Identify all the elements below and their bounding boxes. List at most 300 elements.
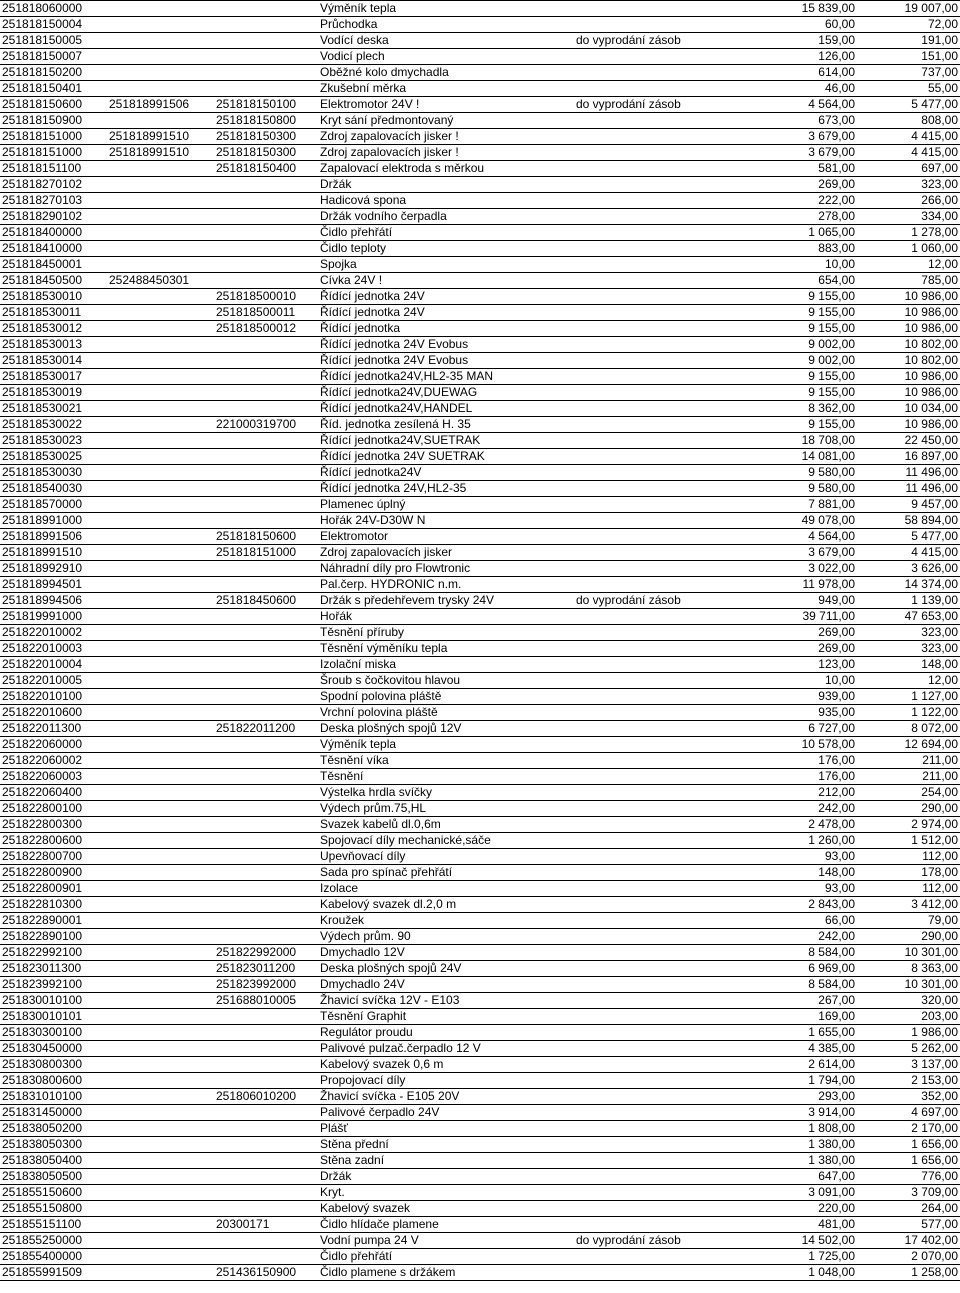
old-part-number bbox=[107, 257, 214, 273]
part-number: 251855150800 bbox=[0, 1201, 107, 1217]
table-row bbox=[0, 385, 960, 401]
description: Spojka bbox=[318, 257, 574, 273]
part-number: 251838050200 bbox=[0, 1121, 107, 1137]
price-excl-vat: 949,00 bbox=[762, 593, 857, 609]
table-row bbox=[0, 561, 960, 577]
part-number: 251822060000 bbox=[0, 737, 107, 753]
old-part-number bbox=[107, 1057, 214, 1073]
table-row bbox=[0, 81, 960, 97]
price-excl-vat: 581,00 bbox=[762, 161, 857, 177]
table-row bbox=[0, 289, 960, 305]
description: Výměník tepla bbox=[318, 1, 574, 17]
stock-note bbox=[574, 1105, 762, 1121]
price-incl-vat: 16 897,00 bbox=[857, 449, 960, 465]
price-excl-vat: 93,00 bbox=[762, 881, 857, 897]
old-part-number bbox=[107, 1137, 214, 1153]
replacement-part-number bbox=[214, 609, 318, 625]
price-incl-vat: 1 986,00 bbox=[857, 1025, 960, 1041]
price-excl-vat: 3 679,00 bbox=[762, 545, 857, 561]
table-row bbox=[0, 145, 960, 161]
price-excl-vat: 1 065,00 bbox=[762, 225, 857, 241]
stock-note bbox=[574, 481, 762, 497]
description: Vrchní polovina pláště bbox=[318, 705, 574, 721]
table-row bbox=[0, 337, 960, 353]
description: Výdech prům.75,HL bbox=[318, 801, 574, 817]
price-incl-vat: 10 301,00 bbox=[857, 945, 960, 961]
description: Kroužek bbox=[318, 913, 574, 929]
stock-note bbox=[574, 209, 762, 225]
price-excl-vat: 647,00 bbox=[762, 1169, 857, 1185]
description: Těsnění příruby bbox=[318, 625, 574, 641]
table-row bbox=[0, 961, 960, 977]
stock-note bbox=[574, 769, 762, 785]
old-part-number bbox=[107, 801, 214, 817]
replacement-part-number bbox=[214, 1073, 318, 1089]
stock-note bbox=[574, 497, 762, 513]
replacement-part-number: 251818500010 bbox=[214, 289, 318, 305]
price-excl-vat: 222,00 bbox=[762, 193, 857, 209]
part-number: 251818270103 bbox=[0, 193, 107, 209]
table-row bbox=[0, 721, 960, 737]
stock-note bbox=[574, 1185, 762, 1201]
part-number: 251855250000 bbox=[0, 1233, 107, 1249]
price-incl-vat: 8 072,00 bbox=[857, 721, 960, 737]
old-part-number bbox=[107, 737, 214, 753]
old-part-number bbox=[107, 641, 214, 657]
price-incl-vat: 1 278,00 bbox=[857, 225, 960, 241]
price-incl-vat: 8 363,00 bbox=[857, 961, 960, 977]
price-incl-vat: 2 070,00 bbox=[857, 1249, 960, 1265]
description: Stěna přední bbox=[318, 1137, 574, 1153]
table-row bbox=[0, 865, 960, 881]
table-row bbox=[0, 689, 960, 705]
price-excl-vat: 269,00 bbox=[762, 177, 857, 193]
part-number: 251818991510 bbox=[0, 545, 107, 561]
table-row bbox=[0, 625, 960, 641]
part-number: 251822810300 bbox=[0, 897, 107, 913]
stock-note bbox=[574, 1137, 762, 1153]
price-incl-vat: 12,00 bbox=[857, 673, 960, 689]
old-part-number bbox=[107, 833, 214, 849]
part-number: 251822010002 bbox=[0, 625, 107, 641]
price-incl-vat: 1 060,00 bbox=[857, 241, 960, 257]
price-incl-vat: 10 301,00 bbox=[857, 977, 960, 993]
old-part-number bbox=[107, 193, 214, 209]
table-row bbox=[0, 849, 960, 865]
description: Říd. jednotka zesílená H. 35 bbox=[318, 417, 574, 433]
price-incl-vat: 9 457,00 bbox=[857, 497, 960, 513]
stock-note bbox=[574, 689, 762, 705]
replacement-part-number: 251688010005 bbox=[214, 993, 318, 1009]
price-incl-vat: 12 694,00 bbox=[857, 737, 960, 753]
part-number: 251818450001 bbox=[0, 257, 107, 273]
old-part-number bbox=[107, 113, 214, 129]
part-number: 251822800600 bbox=[0, 833, 107, 849]
table-row bbox=[0, 785, 960, 801]
table-row bbox=[0, 609, 960, 625]
part-number: 251818991506 bbox=[0, 529, 107, 545]
replacement-part-number bbox=[214, 705, 318, 721]
replacement-part-number bbox=[214, 1169, 318, 1185]
price-incl-vat: 4 697,00 bbox=[857, 1105, 960, 1121]
old-part-number bbox=[107, 545, 214, 561]
replacement-part-number bbox=[214, 337, 318, 353]
price-incl-vat: 10 034,00 bbox=[857, 401, 960, 417]
price-incl-vat: 10 986,00 bbox=[857, 305, 960, 321]
table-row bbox=[0, 705, 960, 721]
replacement-part-number: 251818151000 bbox=[214, 545, 318, 561]
replacement-part-number: 251818450600 bbox=[214, 593, 318, 609]
part-number: 251818530030 bbox=[0, 465, 107, 481]
price-excl-vat: 10 578,00 bbox=[762, 737, 857, 753]
price-incl-vat: 191,00 bbox=[857, 33, 960, 49]
old-part-number bbox=[107, 353, 214, 369]
table-row bbox=[0, 913, 960, 929]
old-part-number bbox=[107, 209, 214, 225]
price-excl-vat: 9 002,00 bbox=[762, 353, 857, 369]
price-incl-vat: 4 415,00 bbox=[857, 545, 960, 561]
table-row bbox=[0, 833, 960, 849]
replacement-part-number bbox=[214, 433, 318, 449]
price-excl-vat: 169,00 bbox=[762, 1009, 857, 1025]
replacement-part-number bbox=[214, 833, 318, 849]
part-number: 251818150600 bbox=[0, 97, 107, 113]
price-excl-vat: 4 385,00 bbox=[762, 1041, 857, 1057]
description: Dmychadlo 24V bbox=[318, 977, 574, 993]
description: Pal.čerp. HYDRONIC n.m. bbox=[318, 577, 574, 593]
part-number: 251855150600 bbox=[0, 1185, 107, 1201]
description: Svazek kabelů dl.0,6m bbox=[318, 817, 574, 833]
part-number: 251822800300 bbox=[0, 817, 107, 833]
price-excl-vat: 3 022,00 bbox=[762, 561, 857, 577]
old-part-number bbox=[107, 993, 214, 1009]
old-part-number bbox=[107, 513, 214, 529]
stock-note bbox=[574, 321, 762, 337]
description: Dmychadlo 12V bbox=[318, 945, 574, 961]
description: Těsnění výměníku tepla bbox=[318, 641, 574, 657]
table-row bbox=[0, 113, 960, 129]
old-part-number bbox=[107, 705, 214, 721]
description: Šroub s čočkovitou hlavou bbox=[318, 673, 574, 689]
price-incl-vat: 323,00 bbox=[857, 641, 960, 657]
price-incl-vat: 112,00 bbox=[857, 881, 960, 897]
price-incl-vat: 58 894,00 bbox=[857, 513, 960, 529]
price-excl-vat: 39 711,00 bbox=[762, 609, 857, 625]
replacement-part-number bbox=[214, 65, 318, 81]
table-row bbox=[0, 897, 960, 913]
old-part-number bbox=[107, 1185, 214, 1201]
description: Čidlo teploty bbox=[318, 241, 574, 257]
replacement-part-number bbox=[214, 209, 318, 225]
price-excl-vat: 14 081,00 bbox=[762, 449, 857, 465]
table-row bbox=[0, 17, 960, 33]
price-excl-vat: 159,00 bbox=[762, 33, 857, 49]
stock-note bbox=[574, 161, 762, 177]
price-incl-vat: 47 653,00 bbox=[857, 609, 960, 625]
replacement-part-number bbox=[214, 1233, 318, 1249]
replacement-part-number bbox=[214, 177, 318, 193]
stock-note bbox=[574, 177, 762, 193]
table-row bbox=[0, 1185, 960, 1201]
replacement-part-number bbox=[214, 753, 318, 769]
replacement-part-number: 251818150100 bbox=[214, 97, 318, 113]
table-row bbox=[0, 1265, 960, 1281]
table-row bbox=[0, 97, 960, 113]
table-row bbox=[0, 657, 960, 673]
replacement-part-number bbox=[214, 689, 318, 705]
description: Čidlo plamene s držákem bbox=[318, 1265, 574, 1281]
description: Hadicová spona bbox=[318, 193, 574, 209]
stock-note bbox=[574, 417, 762, 433]
old-part-number bbox=[107, 49, 214, 65]
table-row bbox=[0, 465, 960, 481]
old-part-number bbox=[107, 1041, 214, 1057]
table-row bbox=[0, 1201, 960, 1217]
old-part-number bbox=[107, 161, 214, 177]
description: Oběžné kolo dmychadla bbox=[318, 65, 574, 81]
table-row bbox=[0, 177, 960, 193]
price-excl-vat: 278,00 bbox=[762, 209, 857, 225]
part-number: 251822060002 bbox=[0, 753, 107, 769]
table-row bbox=[0, 129, 960, 145]
table-row bbox=[0, 1009, 960, 1025]
replacement-part-number bbox=[214, 657, 318, 673]
price-incl-vat: 808,00 bbox=[857, 113, 960, 129]
replacement-part-number: 251806010200 bbox=[214, 1089, 318, 1105]
price-incl-vat: 254,00 bbox=[857, 785, 960, 801]
price-excl-vat: 2 614,00 bbox=[762, 1057, 857, 1073]
price-incl-vat: 3 412,00 bbox=[857, 897, 960, 913]
old-part-number bbox=[107, 369, 214, 385]
table-row bbox=[0, 1073, 960, 1089]
price-excl-vat: 176,00 bbox=[762, 753, 857, 769]
replacement-part-number bbox=[214, 737, 318, 753]
table-row bbox=[0, 945, 960, 961]
table-row bbox=[0, 769, 960, 785]
table-row bbox=[0, 1169, 960, 1185]
replacement-part-number bbox=[214, 1121, 318, 1137]
price-incl-vat: 3 626,00 bbox=[857, 561, 960, 577]
price-excl-vat: 673,00 bbox=[762, 113, 857, 129]
replacement-part-number bbox=[214, 881, 318, 897]
part-number: 251818150007 bbox=[0, 49, 107, 65]
table-row bbox=[0, 49, 960, 65]
part-number: 251818060000 bbox=[0, 1, 107, 17]
stock-note bbox=[574, 449, 762, 465]
replacement-part-number bbox=[214, 1041, 318, 1057]
stock-note bbox=[574, 625, 762, 641]
price-excl-vat: 481,00 bbox=[762, 1217, 857, 1233]
price-incl-vat: 2 170,00 bbox=[857, 1121, 960, 1137]
stock-note bbox=[574, 1009, 762, 1025]
description: Žhavicí svíčka 12V - E103 bbox=[318, 993, 574, 1009]
table-row bbox=[0, 257, 960, 273]
table-row bbox=[0, 801, 960, 817]
old-part-number bbox=[107, 1217, 214, 1233]
description: Řídící jednotka24V,SUETRAK bbox=[318, 433, 574, 449]
part-number: 251830010101 bbox=[0, 1009, 107, 1025]
replacement-part-number bbox=[214, 241, 318, 257]
description: Řídící jednotka 24V Evobus bbox=[318, 337, 574, 353]
description: Náhradní díly pro Flowtronic bbox=[318, 561, 574, 577]
description: Držák s předehřevem trysky 24V bbox=[318, 593, 574, 609]
price-incl-vat: 323,00 bbox=[857, 177, 960, 193]
description: Řídící jednotka 24V bbox=[318, 305, 574, 321]
part-number: 251818150401 bbox=[0, 81, 107, 97]
part-number: 251818150900 bbox=[0, 113, 107, 129]
replacement-part-number bbox=[214, 929, 318, 945]
stock-note bbox=[574, 609, 762, 625]
table-row bbox=[0, 529, 960, 545]
stock-note: do vyprodání zásob bbox=[574, 97, 762, 113]
replacement-part-number: 20300171 bbox=[214, 1217, 318, 1233]
part-number: 251818540030 bbox=[0, 481, 107, 497]
replacement-part-number bbox=[214, 369, 318, 385]
stock-note bbox=[574, 529, 762, 545]
replacement-part-number bbox=[214, 1057, 318, 1073]
stock-note bbox=[574, 145, 762, 161]
description: Kabelový svazek 0,6 m bbox=[318, 1057, 574, 1073]
description: Palivové pulzač.čerpadlo 12 V bbox=[318, 1041, 574, 1057]
price-incl-vat: 1 122,00 bbox=[857, 705, 960, 721]
part-number: 251818150200 bbox=[0, 65, 107, 81]
replacement-part-number: 251818500011 bbox=[214, 305, 318, 321]
price-incl-vat: 10 986,00 bbox=[857, 385, 960, 401]
stock-note bbox=[574, 993, 762, 1009]
table-row bbox=[0, 241, 960, 257]
old-part-number bbox=[107, 321, 214, 337]
old-part-number bbox=[107, 177, 214, 193]
price-excl-vat: 8 362,00 bbox=[762, 401, 857, 417]
stock-note bbox=[574, 305, 762, 321]
old-part-number bbox=[107, 305, 214, 321]
table-row bbox=[0, 273, 960, 289]
price-excl-vat: 9 155,00 bbox=[762, 289, 857, 305]
table-row bbox=[0, 161, 960, 177]
description: Řídící jednotka24V bbox=[318, 465, 574, 481]
description: Elektromotor bbox=[318, 529, 574, 545]
old-part-number bbox=[107, 865, 214, 881]
price-incl-vat: 334,00 bbox=[857, 209, 960, 225]
price-incl-vat: 290,00 bbox=[857, 801, 960, 817]
stock-note bbox=[574, 401, 762, 417]
replacement-part-number bbox=[214, 513, 318, 529]
part-number: 251818530022 bbox=[0, 417, 107, 433]
stock-note bbox=[574, 1041, 762, 1057]
part-number: 251818150004 bbox=[0, 17, 107, 33]
part-number: 251818530021 bbox=[0, 401, 107, 417]
description: Čidlo hlídače plamene bbox=[318, 1217, 574, 1233]
price-incl-vat: 1 127,00 bbox=[857, 689, 960, 705]
old-part-number bbox=[107, 1009, 214, 1025]
stock-note bbox=[574, 673, 762, 689]
price-incl-vat: 1 258,00 bbox=[857, 1265, 960, 1281]
stock-note bbox=[574, 1057, 762, 1073]
stock-note bbox=[574, 865, 762, 881]
stock-note bbox=[574, 1217, 762, 1233]
description: Řídící jednotka 24V,HL2-35 bbox=[318, 481, 574, 497]
part-number: 251831010100 bbox=[0, 1089, 107, 1105]
table-row bbox=[0, 401, 960, 417]
price-excl-vat: 614,00 bbox=[762, 65, 857, 81]
price-incl-vat: 2 974,00 bbox=[857, 817, 960, 833]
replacement-part-number bbox=[214, 257, 318, 273]
price-excl-vat: 14 502,00 bbox=[762, 1233, 857, 1249]
part-number: 251818151000 bbox=[0, 145, 107, 161]
replacement-part-number bbox=[214, 641, 318, 657]
old-part-number bbox=[107, 1153, 214, 1169]
old-part-number bbox=[107, 497, 214, 513]
part-number: 251818410000 bbox=[0, 241, 107, 257]
part-number: 251822010100 bbox=[0, 689, 107, 705]
description: Palivové čerpadlo 24V bbox=[318, 1105, 574, 1121]
part-number: 251831450000 bbox=[0, 1105, 107, 1121]
replacement-part-number bbox=[214, 401, 318, 417]
replacement-part-number bbox=[214, 17, 318, 33]
old-part-number bbox=[107, 1249, 214, 1265]
stock-note bbox=[574, 465, 762, 481]
price-excl-vat: 8 584,00 bbox=[762, 945, 857, 961]
description: Zkušební měrka bbox=[318, 81, 574, 97]
stock-note bbox=[574, 337, 762, 353]
price-incl-vat: 290,00 bbox=[857, 929, 960, 945]
old-part-number bbox=[107, 401, 214, 417]
price-list-body bbox=[0, 1, 960, 1281]
part-number: 251822010005 bbox=[0, 673, 107, 689]
price-excl-vat: 269,00 bbox=[762, 625, 857, 641]
part-number: 251822992100 bbox=[0, 945, 107, 961]
part-number: 251818994506 bbox=[0, 593, 107, 609]
price-incl-vat: 10 802,00 bbox=[857, 337, 960, 353]
replacement-part-number bbox=[214, 1201, 318, 1217]
description: Spojovací díly mechanické,sáče bbox=[318, 833, 574, 849]
stock-note bbox=[574, 1, 762, 17]
replacement-part-number bbox=[214, 1009, 318, 1025]
price-excl-vat: 220,00 bbox=[762, 1201, 857, 1217]
old-part-number bbox=[107, 753, 214, 769]
stock-note bbox=[574, 1265, 762, 1281]
replacement-part-number bbox=[214, 561, 318, 577]
table-row bbox=[0, 1041, 960, 1057]
price-incl-vat: 1 656,00 bbox=[857, 1137, 960, 1153]
replacement-part-number bbox=[214, 1185, 318, 1201]
part-number: 251818530011 bbox=[0, 305, 107, 321]
old-part-number bbox=[107, 769, 214, 785]
replacement-part-number bbox=[214, 1, 318, 17]
price-excl-vat: 9 155,00 bbox=[762, 369, 857, 385]
replacement-part-number bbox=[214, 1025, 318, 1041]
replacement-part-number bbox=[214, 49, 318, 65]
price-excl-vat: 66,00 bbox=[762, 913, 857, 929]
stock-note bbox=[574, 65, 762, 81]
replacement-part-number bbox=[214, 865, 318, 881]
stock-note bbox=[574, 577, 762, 593]
price-excl-vat: 11 978,00 bbox=[762, 577, 857, 593]
part-number: 251818570000 bbox=[0, 497, 107, 513]
stock-note bbox=[574, 1153, 762, 1169]
part-number: 251855400000 bbox=[0, 1249, 107, 1265]
part-number: 251818450500 bbox=[0, 273, 107, 289]
replacement-part-number bbox=[214, 849, 318, 865]
stock-note bbox=[574, 977, 762, 993]
old-part-number: 251818991510 bbox=[107, 129, 214, 145]
price-excl-vat: 10,00 bbox=[762, 673, 857, 689]
description: Hořák 24V-D30W N bbox=[318, 513, 574, 529]
price-excl-vat: 6 727,00 bbox=[762, 721, 857, 737]
old-part-number bbox=[107, 785, 214, 801]
replacement-part-number bbox=[214, 225, 318, 241]
replacement-part-number bbox=[214, 1249, 318, 1265]
